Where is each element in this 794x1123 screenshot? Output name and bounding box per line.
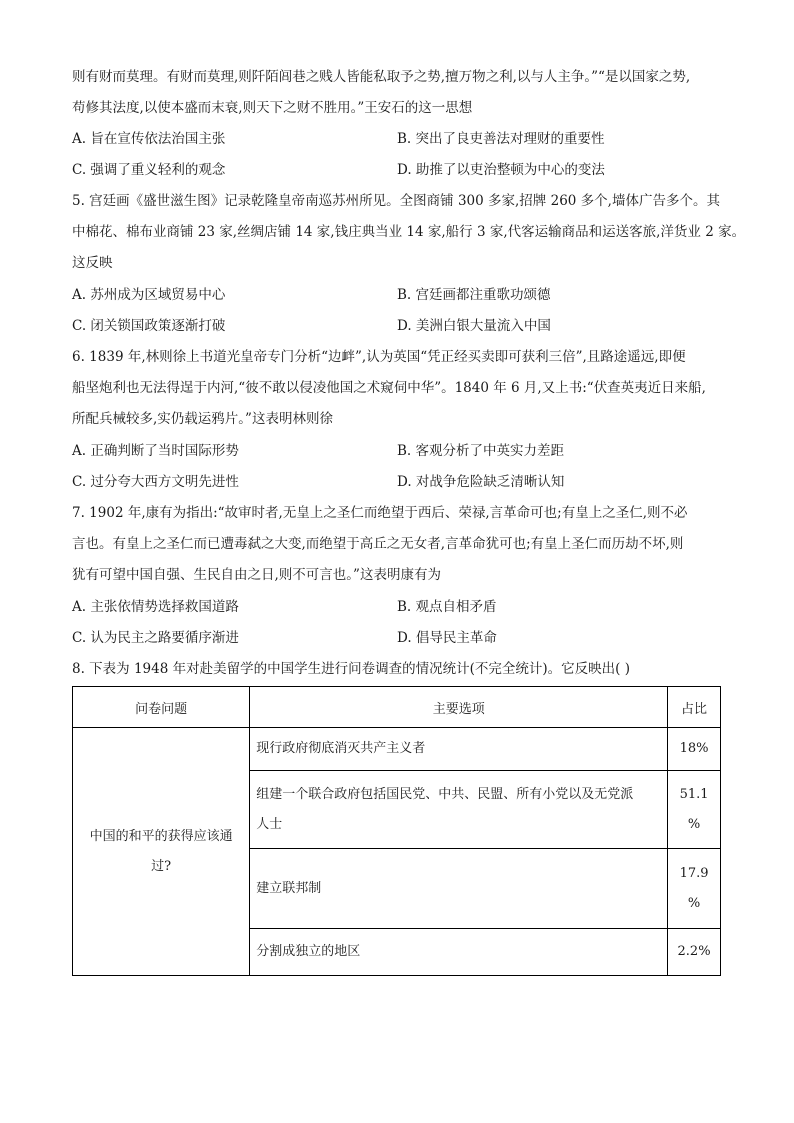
q7-option-d: D. 倡导民主革命 <box>397 630 497 646</box>
q8-stem: 8. 下表为 1948 年对赴美留学的中国学生进行问卷调查的情况统计(不完全统计)。它反映出( ) <box>72 661 630 677</box>
header-options: 主要选项 <box>250 687 668 728</box>
percent-cell <box>668 771 721 849</box>
q6-stem-line-3: 所配兵械较多,实仍载运鸦片。”这表明林则徐 <box>72 411 333 427</box>
q6-option-b: B. 客观分析了中英实力差距 <box>397 443 565 459</box>
q5-option-c: C. 闭关锁国政策逐渐打破 <box>72 318 226 334</box>
header-question: 问卷问题 <box>73 687 250 728</box>
option-cell <box>250 929 668 976</box>
q7-option-b: B. 观点自相矛盾 <box>397 599 497 615</box>
q6-option-d: D. 对战争危险缺乏清晰认知 <box>397 474 565 490</box>
q7-stem-line-3: 犹有可望中国自强、生民自由之日,则不可言也。”这表明康有为 <box>72 567 441 583</box>
q6-option-c: C. 过分夸大西方文明先进性 <box>72 474 239 490</box>
question-text-line-1: 中国的和平的获得应该通 <box>89 828 233 844</box>
option-text-line-1: 组建一个联合政府包括国民党、中共、民盟、所有小党以及无党派 <box>256 786 634 802</box>
option-text: 现行政府彻底消灭共产主义者 <box>256 741 426 756</box>
percent-text-line-2: % <box>687 895 701 911</box>
table-row <box>73 728 721 771</box>
q4-option-c: C. 强调了重义轻利的观念 <box>72 162 226 178</box>
q6-option-a: A. 正确判断了当时国际形势 <box>72 443 239 459</box>
option-cell <box>250 728 668 771</box>
percent-text: 18% <box>679 741 709 756</box>
header-percent: 占比 <box>668 687 721 728</box>
percent-text-line-1: 51.1 <box>679 786 709 802</box>
percent-text-line-1: 17.9 <box>679 865 709 881</box>
q7-stem-line-1: 7. 1902 年,康有为指出:“故审时者,无皇上之圣仁而绝望于西后、荣禄,言革命可也;有皇上之圣仁,则不必 <box>72 505 688 521</box>
q5-option-b: B. 宫廷画都注重歌功颂德 <box>397 287 551 303</box>
survey-table <box>72 686 721 976</box>
q4-stem-line-2: 苟修其法度,以使本盛而末衰,则天下之财不胜用。”王安石的这一思想 <box>72 100 473 116</box>
q5-option-a: A. 苏州成为区域贸易中心 <box>72 287 226 303</box>
q5-stem-line-3: 这反映 <box>72 255 113 271</box>
percent-cell <box>668 929 721 976</box>
percent-text: 2.2% <box>677 944 711 959</box>
q4-option-d: D. 助推了以吏治整顿为中心的变法 <box>397 162 605 178</box>
option-text-line-2: 人士 <box>256 816 283 832</box>
option-cell <box>250 771 668 849</box>
q5-stem-line-2: 中棉花、棉布业商铺 23 家,丝绸店铺 14 家,钱庄典当业 14 家,船行 3 家,代客运输商品和运送客旅,洋货业 2 家。 <box>72 224 746 240</box>
percent-cell <box>668 849 721 929</box>
question-cell <box>73 728 250 976</box>
q5-option-d: D. 美洲白银大量流入中国 <box>397 318 551 334</box>
question-text-line-2: 过? <box>151 858 172 874</box>
option-text: 建立联邦制 <box>256 880 322 896</box>
table-header-row <box>73 687 721 728</box>
q4-stem-line-1: 则有财而莫理。有财而莫理,则阡陌闾巷之贱人皆能私取予之势,擅万物之利,以与人主争。”“是以国家之势, <box>72 69 691 85</box>
q7-option-c: C. 认为民主之路要循序渐进 <box>72 630 239 646</box>
option-text: 分割成独立的地区 <box>256 944 361 959</box>
q6-stem-line-1: 6. 1839 年,林则徐上书道光皇帝专门分析“边衅”,认为英国“凭正经买卖即可获利三倍”,且路途遥远,即便 <box>72 349 686 365</box>
q6-stem-line-2: 船坚炮利也无法得逞于内河,“彼不敢以侵凌他国之术窥伺中华”。1840 年 6 月,又上书:“伏查英夷近日来船, <box>72 380 706 396</box>
q4-option-a: A. 旨在宣传依法治国主张 <box>72 131 226 147</box>
q4-option-b: B. 突出了良吏善法对理财的重要性 <box>397 131 605 147</box>
q7-option-a: A. 主张依情势选择救国道路 <box>72 599 239 615</box>
percent-text-line-2: % <box>687 816 701 832</box>
option-cell <box>250 849 668 929</box>
q5-stem-line-1: 5. 宫廷画《盛世滋生图》记录乾隆皇帝南巡苏州所见。全图商铺 300 多家,招牌 260 多个,墙体广告多个。其 <box>72 193 720 209</box>
q7-stem-line-2: 言也。有皇上之圣仁而已遭毒弑之大变,而绝望于高丘之无女者,言革命犹可也;有皇上圣仁而历劫不坏,则 <box>72 536 684 552</box>
percent-cell <box>668 728 721 771</box>
